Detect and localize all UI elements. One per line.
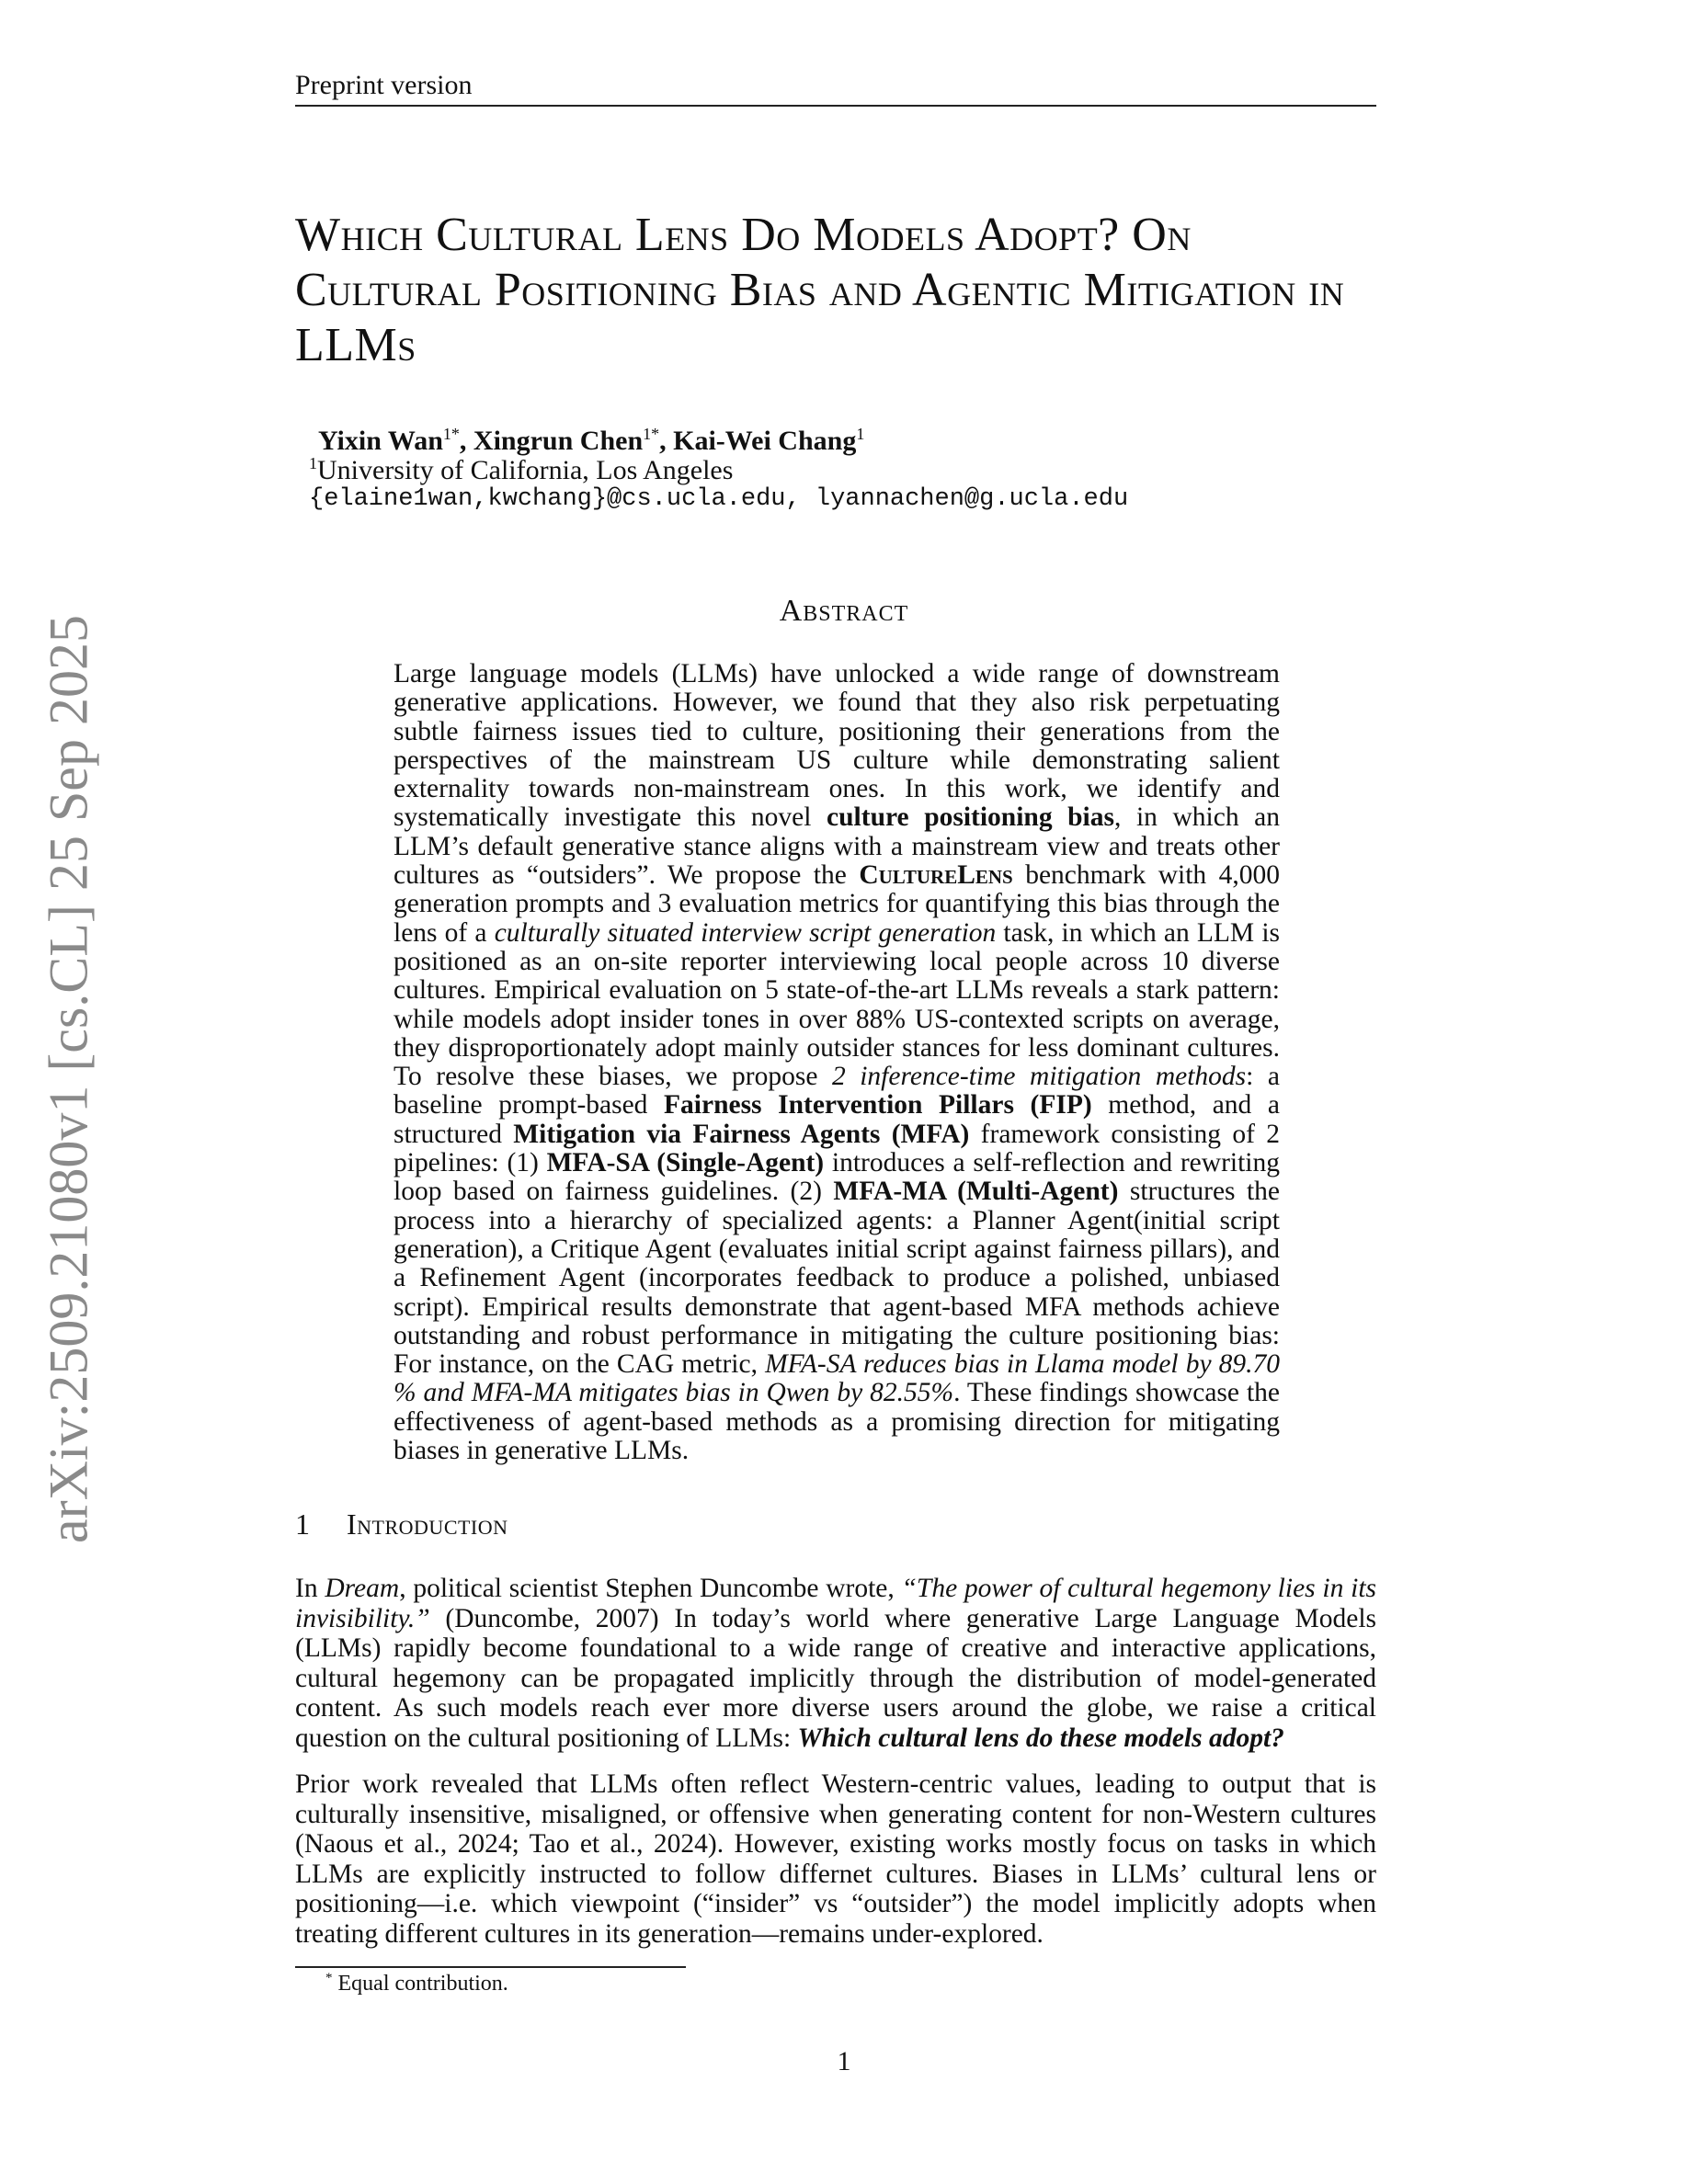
intro-paragraph-1 (295, 1574, 1376, 1754)
author-name: Yixin Wan (318, 426, 443, 456)
footnote (325, 1971, 508, 1996)
footnote-mark: * (325, 1971, 333, 1985)
text-run: , political scientist Stephen Duncombe wrote, (399, 1574, 902, 1603)
emphasized-text: MFA-MA (Multi-Agent) (833, 1177, 1119, 1207)
author-mark: 1* (643, 425, 660, 443)
emphasized-text: culture positioning bias (827, 802, 1114, 833)
emphasized-text: 2 inference-time mitigation methods (831, 1062, 1247, 1092)
affiliation-mark: 1 (309, 454, 317, 472)
emphasized-text: MFA-SA reduces bias in Llama model by 89.70 % and MFA-MA mitigates bias in Qwen by 82.55% (393, 1349, 1281, 1408)
text-run: , in which an LLM’s default generative stance aligns with a mainstream view and treats other cultures as “outsiders”. We propose the (393, 802, 1281, 891)
text-run: structures the process into a hierarchy of specialized agents: a Planner Agent(initial script generation), a Critique Agent (evaluates initial script against fairness pillars), and a Refinement Agent (incorporates feedback to produce a polished, unbiased script). Empirical results demonstrate that agent-based MFA methods achieve outstanding and robust performance in mitigating the culture positioning bias: For instance, on the CAG metric, (393, 1177, 1280, 1380)
author-emails[interactable]: {elaine1wan,kwchang}@cs.ucla.edu, lyannachen@g.ucla.edu (309, 485, 1129, 513)
affiliation (309, 454, 733, 486)
text-run: : a baseline prompt-based (393, 1062, 1280, 1120)
section-heading-introduction (295, 1507, 508, 1541)
footnote-rule (295, 1966, 686, 1968)
author-name: Xingrun Chen (473, 426, 644, 456)
arxiv-identifier-stamp[interactable]: arXiv:2509.21080v1 [cs.CL] 25 Sep 2025 (38, 615, 99, 1543)
author-mark: 1* (442, 425, 460, 443)
emphasized-text: Which cultural lens do these models adopt? (797, 1723, 1284, 1753)
text-run: Large language models (LLMs) have unlocked a wide range of downstream generative applications. However, we found that they also risk perpetuating subtle fairness issues tied to culture, positioning their generations from the perspectives of the mainstream US culture while demonstrating salient externality towards non-mainstream ones. In this work, we identify and systematically investigate this novel (393, 659, 1280, 833)
text-run: benchmark with 4,000 generation prompts and 3 evaluation metrics for quantifying this bias through the lens of a (393, 860, 1280, 948)
emphasized-text: “The power of cultural hegemony lies in its invisibility.” (295, 1574, 1376, 1633)
emphasized-text: MFA-SA (Single-Agent) (546, 1148, 825, 1178)
emphasized-text: Dream (325, 1574, 400, 1603)
text-run: introduces a self-reflection and rewriting loop based on fairness guidelines. (2) (393, 1148, 1280, 1207)
emphasized-text: culturally situated interview script generation (494, 917, 997, 948)
text-run: . These findings showcase the effectiveness of agent-based methods as a promising direction for mitigating biases in generative LLMs. (393, 1378, 1281, 1466)
text-run: task, in which an LLM is positioned as an on-site reporter interviewing local people across 10 diverse cultures. Empirical evaluation on 5 state-of-the-art LLMs reveals a stark pattern: while models adopt insider tones in over 88% US-contexted scripts on average, they disproportionately adopt mainly outsider stances for less dominant cultures. To resolve these biases, we propose (393, 917, 1280, 1092)
affiliation-text: University of California, Los Angeles (317, 455, 734, 485)
emphasized-text: CultureLens (859, 860, 1013, 891)
text-run: In (295, 1574, 325, 1603)
footnote-text: Equal contribution. (337, 1972, 508, 1996)
intro-paragraph-2 (295, 1769, 1376, 1950)
paper-title: Which Cultural Lens Do Models Adopt? On Cultural Positioning Bias and Agentic Mitigation in LLMs (295, 209, 1345, 371)
abstract-heading: Abstract (779, 594, 909, 628)
emphasized-text: Fairness Intervention Pillars (FIP) (664, 1090, 1092, 1120)
text-run: (Duncombe, 2007) In today’s world where generative Large Language Models (LLMs) rapidly become foundational to a wide range of creative and interactive applications, cultural hegemony can be propagated implicitly through the distribution of model-generated content. As such models reach ever more diverse users around the globe, we raise a critical question on the cultural positioning of LLMs: (295, 1603, 1376, 1753)
page-number: 1 (837, 2046, 851, 2076)
emphasized-text: Mitigation via Fairness Agents (MFA) (513, 1119, 970, 1149)
section-number: 1 (295, 1507, 311, 1541)
header-rule (295, 105, 1376, 107)
author-mark: 1 (856, 425, 865, 443)
text-run: framework consisting of 2 pipelines: (1) (393, 1119, 1280, 1178)
running-head: Preprint version (295, 70, 473, 100)
author-name: Kai-Wei Chang (673, 426, 857, 456)
text-run: Prior work revealed that LLMs often reflect Western-centric values, leading to output that is culturally insensitive, misaligned, or offensive when generating content for non-Western cultures (Naous et al., 2024; Tao et al., 2024). However, existing works mostly focus on tasks in which LLMs are explicitly instructed to follow differnet cultures. Biases in LLMs’ cultural lens or positioning—i.e. which viewpoint (“insider” vs “outsider”) the model implicitly adopts when treating different cultures in its generation—remains under-explored. (295, 1769, 1376, 1949)
section-title: Introduction (347, 1507, 508, 1541)
text-run: method, and a structured (393, 1090, 1280, 1149)
abstract-body (393, 660, 1280, 1465)
author-list: Yixin Wan$^{1*}$, Xingrun Chen$^{1*}$, Kai-Wei Chang$^1$ (318, 425, 865, 456)
